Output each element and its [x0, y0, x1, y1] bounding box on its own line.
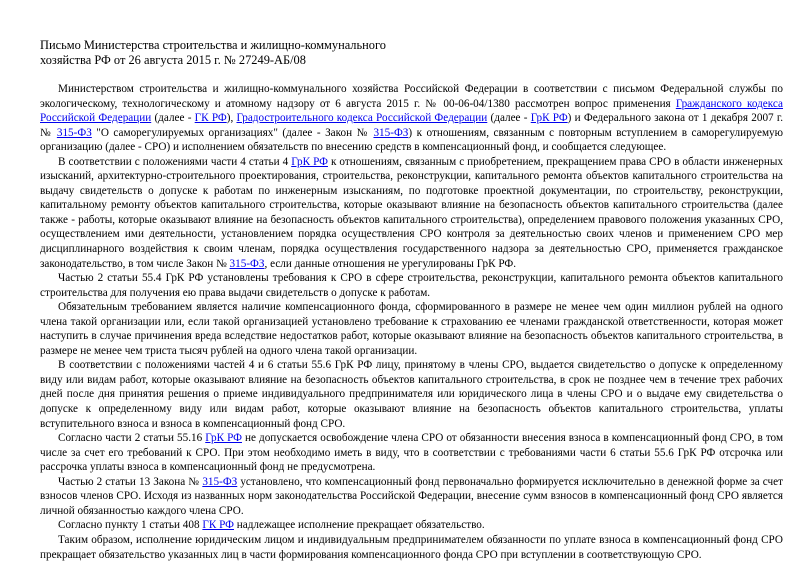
paragraph-text: Министерством строительства и жилищно-коммунального хозяйства Российской Федерации в соответствии с письмом Федеральной службы по экологическому, технологическому и атомному надзору от 6 августа 2015 г. № 00-06-04/1380 рассмотрен вопрос применения [40, 83, 783, 110]
paragraph [40, 155, 783, 271]
paragraph-text: Обязательным требованием является наличие компенсационного фонда, сформированного в размере не менее чем один миллион рублей на одного члена такой организации или, если такой организацией установлено требование к страхованию ее членами гражданской ответственности, которая может наступить в случае причинения вреда вследствие недостатков работ, которые оказывают влияние на безопасность объектов капитального строительства, в размере не менее чем триста тысяч рублей на одного члена такой организации. [40, 301, 783, 357]
paragraph-text: к отношениям, связанным с приобретением, прекращением права СРО в области инженерных изысканий, архитектурно-строительного проектирования, строительства, реконструкции, капитального ремонта объектов капитального строительства на выдачу свидетельств о допуске к работам по инженерным изысканиям, по подготовке проектной документации, по строительству, реконструкции, капитальному ремонту объектов капитального строительства, которые оказывают влияние на безопасность объектов капитального строительства (далее также - работы, которые оказывают влияние на безопасность объектов капитального строительства), определением правового положения указанных СРО, осуществлением ими деятельности, установлением порядка осуществления СРО контроля за деятельностью своих членов и применением СРО мер дисциплинарного воздействия к своим членам, порядка осуществления государственного надзора за деятельностью СРО, применяется гражданское законодательство, в том числе Закон № [40, 155, 783, 270]
document-link[interactable]: ГК РФ [202, 519, 234, 532]
paragraph-text: надлежащее исполнение прекращает обязательство. [233, 519, 485, 532]
paragraph-text: Частью 2 статьи 13 Закона № [58, 475, 203, 488]
paragraph-text: ), [226, 112, 237, 125]
paragraph-text: Таким образом, исполнение юридическим лицом и индивидуальным предпринимателем обязанности по уплате взноса в компенсационный фонд СРО прекращает обязательство указанных лиц в части формирования компенсационного фонда СРО при вступлении в соответствующую СРО. [40, 533, 783, 561]
paragraph-text: В соответствии с положениями части 4 статьи 4 [58, 155, 292, 168]
document-link[interactable]: 315-ФЗ [56, 126, 92, 139]
paragraph-text: , если данные отношения не урегулированы ГрК РФ. [264, 257, 517, 270]
paragraph [40, 431, 783, 475]
document-link[interactable]: ГК РФ [194, 112, 227, 125]
document-link[interactable]: Гражданского кодекса Российской Федерации [40, 97, 783, 125]
paragraph-text: (далее - [151, 112, 195, 125]
title-line: Письмо Министерства строительства и жилищно-коммунального [40, 38, 386, 52]
document-link[interactable]: 315-ФЗ [202, 475, 238, 488]
paragraph [40, 82, 783, 155]
document-link[interactable]: ГрК РФ [205, 432, 242, 445]
document-title [40, 38, 783, 68]
title-line: хозяйства РФ от 26 августа 2015 г. № 27249-АБ/08 [40, 53, 306, 67]
paragraph [40, 300, 783, 358]
paragraph-text: Согласно части 2 статьи 55.16 [58, 432, 206, 445]
paragraph [40, 518, 783, 533]
paragraph-text: установлено, что компенсационный фонд первоначально формируется исключительно в денежной форме за счет взносов членов СРО. Исходя из названных норм законодательства Российской Федерации, внесение сумм взносов в компенсационный фонд СРО является личной обязанностью каждого члена СРО. [40, 475, 784, 517]
paragraph [40, 271, 783, 300]
paragraph-text: "О саморегулируемых организациях" (далее - Закон № [91, 126, 374, 139]
document-body [40, 82, 783, 562]
paragraph-text: Частью 2 статьи 55.4 ГрК РФ установлены требования к СРО в сфере строительства, реконструкции, капитального ремонта объектов капитального строительства для получения ею права выдачи свидетельств о допуске к работам. [40, 272, 783, 299]
paragraph [40, 475, 783, 519]
paragraph [40, 533, 783, 562]
paragraph-text: ) к отношениям, связанным с повторным вступлением в саморегулируемую организацию (далее - СРО) и исполнением обязательств по внесению средств в компенсационный фонд, и сообщается следующее. [40, 126, 783, 154]
paragraph-text: не допускается освобождение члена СРО от обязанности внесения взноса в компенсационный фонд СРО, в том числе за счет его требований к СРО. При этом необходимо иметь в виду, что в соответствии с требованиями части 6 статьи 55.6 ГрК РФ отсрочка или рассрочка уплаты взноса в компенсационный фонд не предусмотрена. [40, 432, 784, 474]
paragraph [40, 358, 783, 431]
document-link[interactable]: 315-ФЗ [373, 126, 409, 139]
paragraph-text: (далее - [487, 112, 531, 125]
paragraph-text: Согласно пункту 1 статьи 408 [58, 519, 203, 532]
paragraph-text: В соответствии с положениями частей 4 и 6 статьи 55.6 ГрК РФ лицу, принятому в члены СРО, выдается свидетельство о допуске к определенному виду или видам работ, которые оказывают влияние на безопасность объектов капитального строительства, в срок не позднее чем в течение трех рабочих дней после дня принятия решения о приеме индивидуального предпринимателя или юридического лица в члены СРО и о выдаче ему свидетельства о допуске к определенному виду или видам работ, которые оказывают влияние на безопасность объектов капитального строительства, уплаты вступительного взноса и взноса в компенсационный фонд СРО. [40, 359, 783, 430]
document-link[interactable]: 315-ФЗ [229, 257, 265, 270]
document-link[interactable]: ГрК РФ [530, 112, 568, 125]
document-link[interactable]: ГрК РФ [291, 155, 328, 168]
paragraph-text: ) и Федерального закона от 1 декабря 2007 г. № [40, 112, 783, 139]
document-link[interactable]: Градостроительного кодекса Российской Федерации [236, 112, 488, 125]
